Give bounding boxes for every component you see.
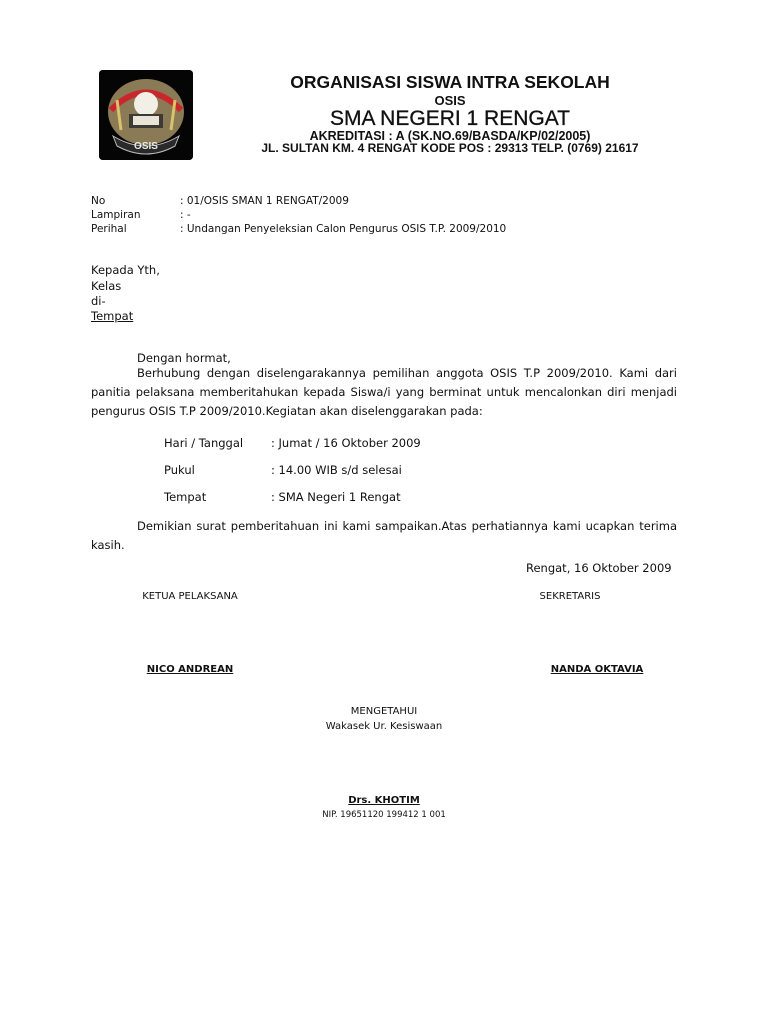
acknowledge-position: Wakasek Ur. Kesiswaan xyxy=(325,721,443,732)
detail-value: : SMA Negeri 1 Rengat xyxy=(271,490,401,504)
school-address: JL. SULTAN KM. 4 RENGAT KODE POS : 29313 TELP. (0769) 21617 xyxy=(261,141,639,155)
right-signer-name: NANDA OKTAVIA xyxy=(550,664,644,675)
left-signer-name: NICO ANDREAN xyxy=(146,664,234,675)
ref-label: Perihal xyxy=(91,223,127,235)
ref-label: No xyxy=(91,195,106,207)
greeting: Dengan hormat, xyxy=(137,351,231,365)
detail-label: Tempat xyxy=(164,490,207,504)
detail-row-place xyxy=(164,490,401,504)
osis-logo xyxy=(99,70,193,160)
detail-row-time xyxy=(164,463,402,477)
place-date: Rengat, 16 Oktober 2009 xyxy=(526,561,672,575)
right-signer-title: SEKRETARIS xyxy=(539,591,601,602)
detail-value: : Jumat / 16 Oktober 2009 xyxy=(271,436,421,450)
accreditation: AKREDITASI : A (SK.NO.69/BASDA/KP/02/2005) xyxy=(309,129,591,143)
recipient-line: Tempat xyxy=(91,309,134,323)
org-name: ORGANISASI SISWA INTRA SEKOLAH xyxy=(290,72,610,92)
svg-text:OSIS: OSIS xyxy=(134,141,158,152)
body-paragraph: Berhubung dengan diselengarakannya pemilihan anggota OSIS T.P 2009/2010. Kami dari panitia pelaksana memberitahukan kepada Siswa/i yang berminat untuk mencalonkan diri menjadi pengurus OSIS T.P 2009/2010.Kegiatan akan diselenggarakan pada: xyxy=(91,366,677,418)
acknowledge-name: Drs. KHOTIM xyxy=(348,795,420,806)
osis-label: OSIS xyxy=(434,93,466,108)
detail-value: : 14.00 WIB s/d selesai xyxy=(271,463,402,477)
recipient-line: di- xyxy=(91,294,106,308)
left-signer-title: KETUA PELAKSANA xyxy=(142,591,238,602)
ref-value: : Undangan Penyeleksian Calon Pengurus OSIS T.P. 2009/2010 xyxy=(180,223,507,235)
closing-paragraph: Demikian surat pemberitahuan ini kami sampaikan.Atas perhatiannya kami ucapkan terima kasih. xyxy=(91,519,677,552)
acknowledge-nip: NIP. 19651120 199412 1 001 xyxy=(322,810,446,820)
ref-label: Lampiran xyxy=(91,209,141,221)
recipient-line: Kepada Yth, xyxy=(91,263,160,277)
ref-value: : 01/OSIS SMAN 1 RENGAT/2009 xyxy=(180,195,349,207)
recipient-line: Kelas xyxy=(91,279,122,293)
detail-row-date xyxy=(164,436,421,450)
ref-value: : - xyxy=(180,209,191,221)
acknowledge-title: MENGETAHUI xyxy=(350,706,418,717)
detail-label: Hari / Tanggal xyxy=(164,436,244,450)
detail-label: Pukul xyxy=(164,463,195,477)
school-name: SMA NEGERI 1 RENGAT xyxy=(330,107,570,130)
